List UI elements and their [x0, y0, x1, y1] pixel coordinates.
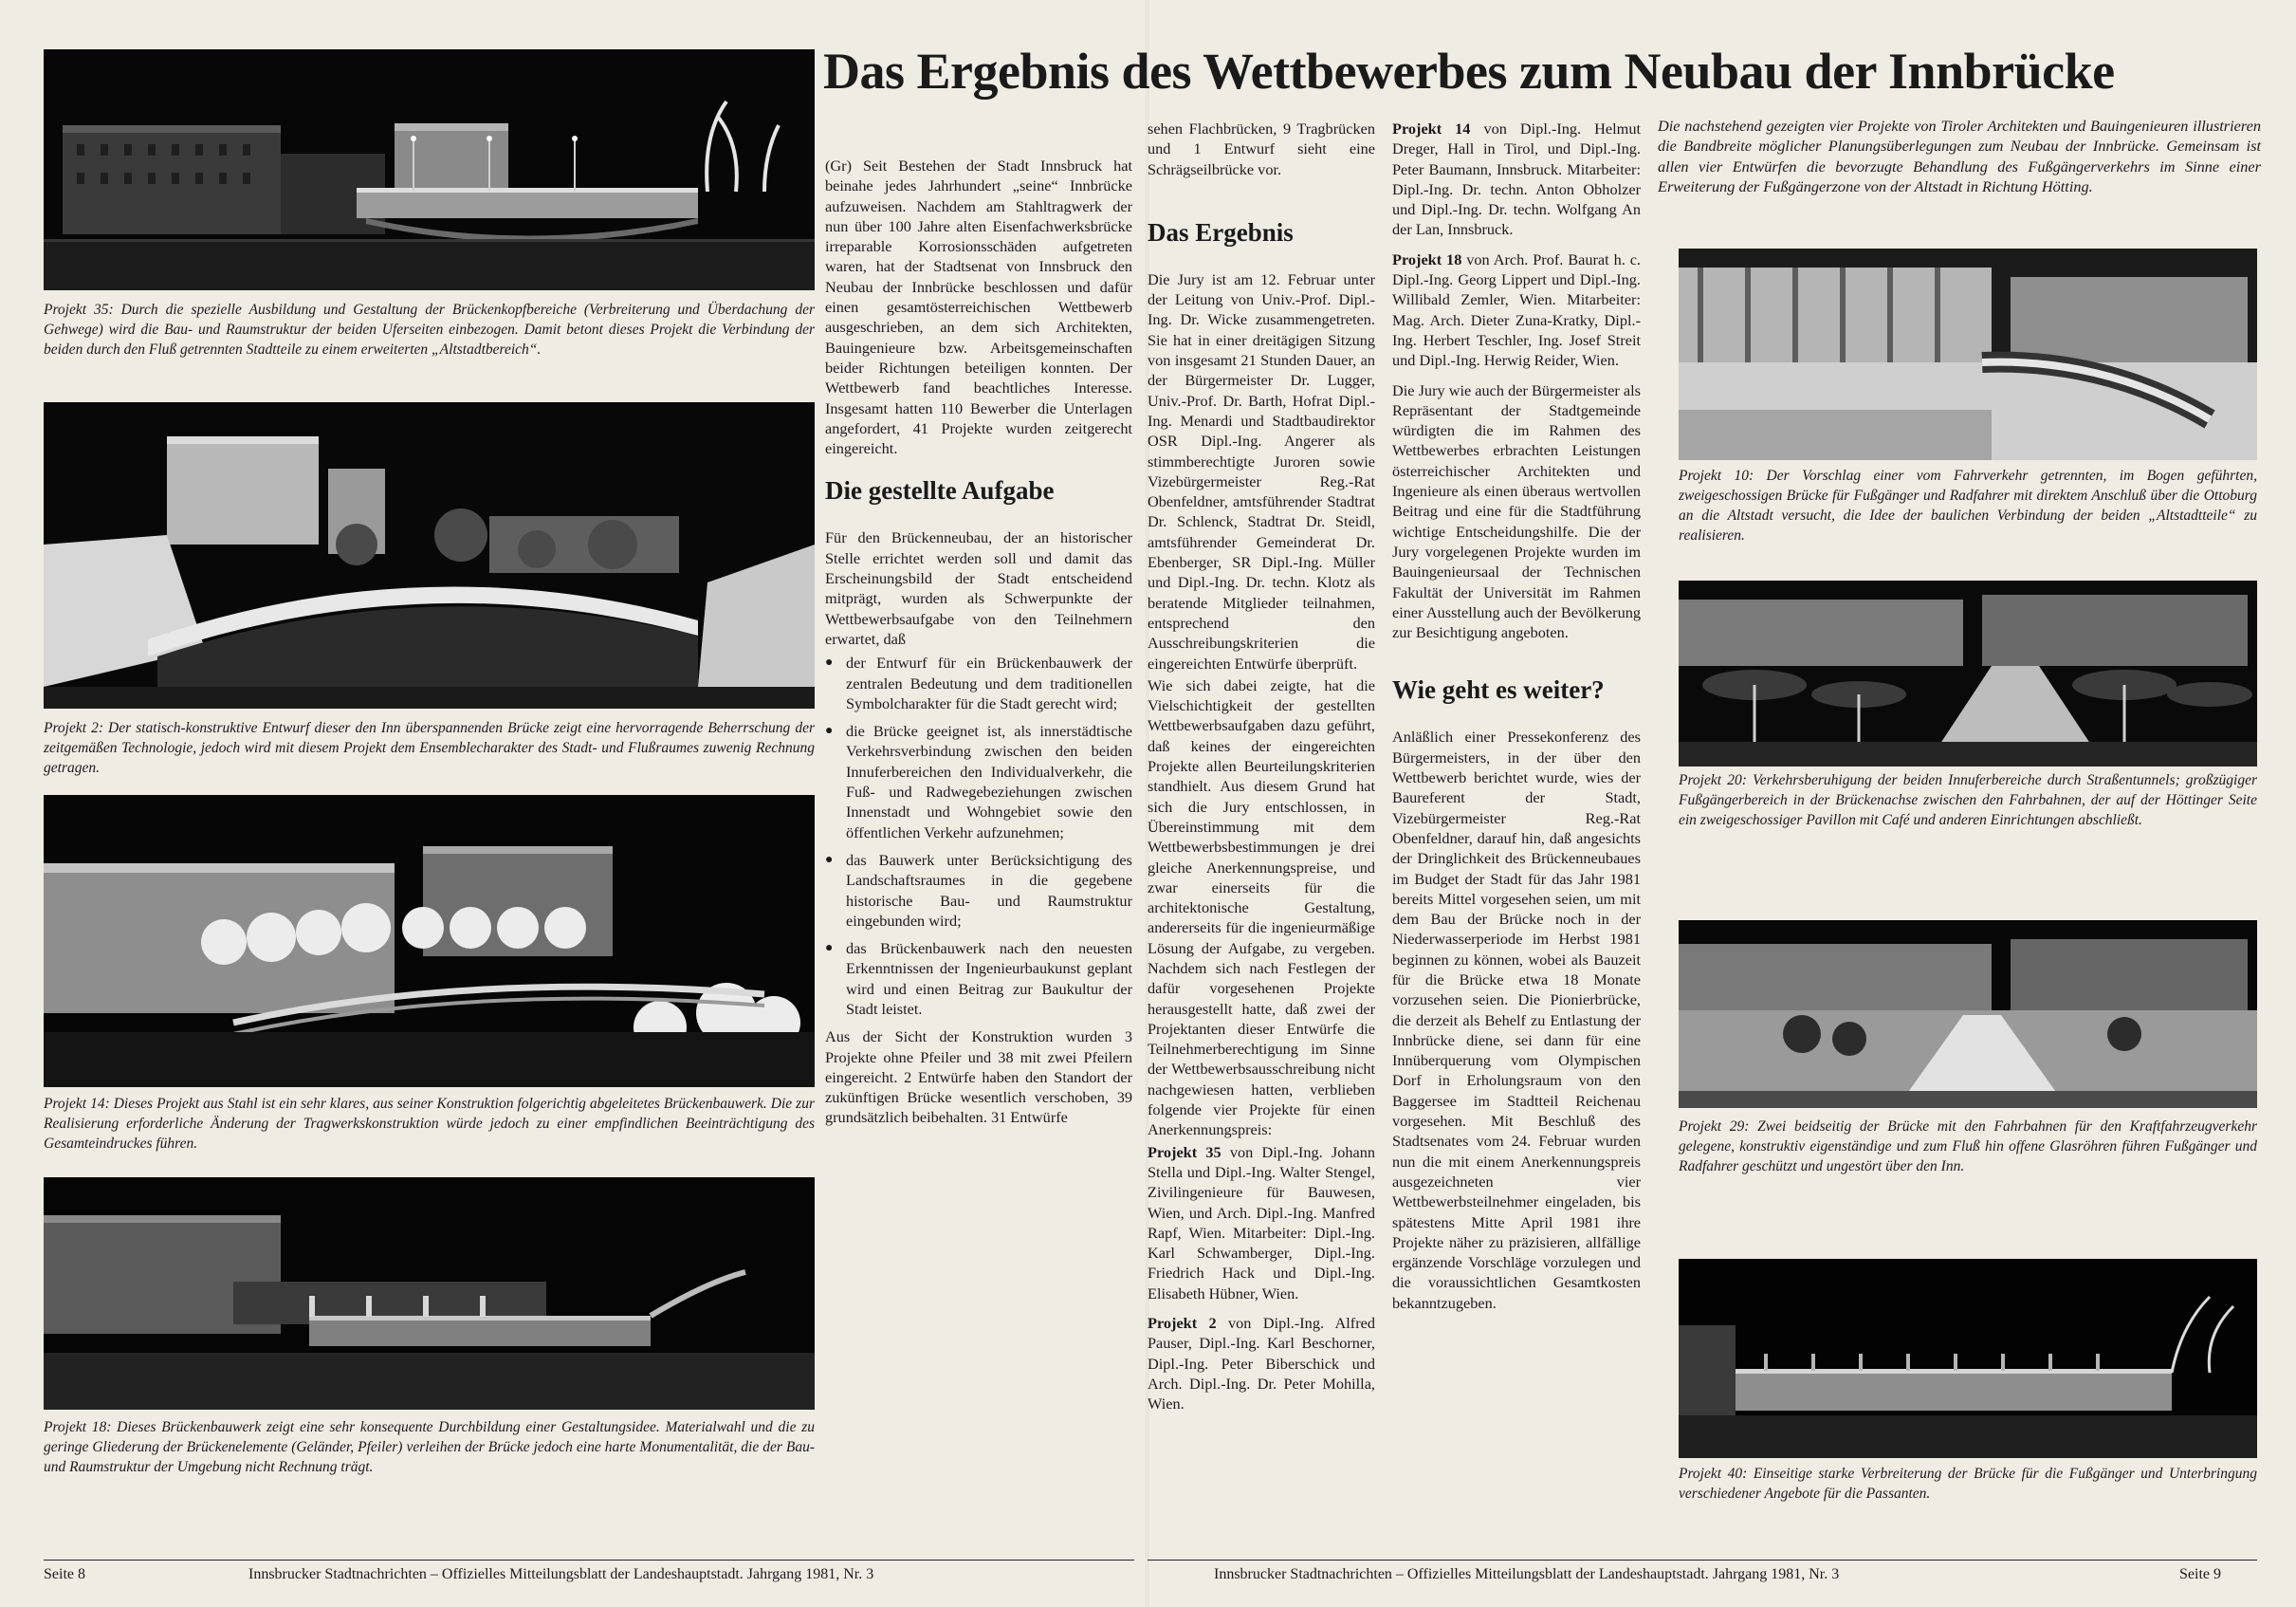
masthead-footer-left: Innsbrucker Stadtnachrichten – Offizielles Mitteilungsblatt der Landeshauptstadt. Jahrgang 1981, Nr. 3 [248, 1566, 874, 1582]
award-label: Projekt 18 [1392, 249, 1462, 268]
award-text: von Dipl.-Ing. Alfred Pauser, Dipl.-Ing. Karl Beschorner, Dipl.-Ing. Peter Biberschick und Arch. Dipl.-Ing. Dr. Peter Mohilla, Wien. [1148, 1314, 1375, 1413]
list-item: ● die Brücke geeignet ist, als innerstädtische Verkehrsverbindung zwischen den beiden Innuferbereichen den Individualverkehr, die Fuß- und Radwegebeziehungen zwischen Innenstadt und Wohngebiet sowie den öffentlichen Verkehr aufzunehmen; [825, 721, 1132, 842]
award-projekt-18 [1392, 249, 1641, 371]
right-intro: Die nachstehend gezeigten vier Projekte von Tiroler Architekten und Bauingenieuren illustrieren die Bandbreite möglicher Planungsüberlegungen zum Neubau der Innbrücke. Gemeinsam ist allen vier Entwürfen die bevorzugte Behandlung des Fußgängerverkehrs im Sinne einer Erweiterung der Fußgängerzone von der Altstadt in Richtung Hötting. [1658, 117, 2261, 195]
award-text: von Dipl.-Ing. Helmut Dreger, Hall in Tirol, und Dipl.-Ing. Peter Baumann, Innsbruck. Mitarbeiter: Dipl.-Ing. Dr. techn. Anton Obholzer und Dipl.-Ing. Dr. techn. Wolfgang An der Lan, Innsbruck. [1392, 120, 1641, 239]
result-paragraph: Wie sich dabei zeigte, hat die Vielschichtigkeit der gestellten Wettbewerbsaufgaben dazu geführt, daß keines der eingereichten Projekte allen Beurteilungskriterien standhielt. Aus diesem Grund hat sich die Jury entschlossen, in Übereinstimmung mit dem Wettbewerbsbestimmungen je drei gleiche Anerkennungspreise, und zwar einerseits für die architektonische Gestaltung, andererseits für die ingenieurmäßige Lösung der Aufgabe, zu vergeben. Nachdem sich nach Festlegen der dafür vorgesehenen Projekte herausgestellt hatte, daß zwei der Projektanten dieser Entwürfe die Teilnehmerberechtigung im Sinne der Wettbewerbsausschreibung nicht nachgewiesen hatten, verblieben folgende vier Projekte für einen Anerkennungspreis: [1148, 675, 1375, 1139]
list-item: ● der Entwurf für ein Brückenbauwerk der zentralen Bedeutung und dem traditionellen Symbolcharakter für die Stadt gerecht wird; [825, 653, 1132, 713]
caption-projekt-40: Projekt 40: Einseitige starke Verbreiterung der Brücke für die Fußgänger und Unterbringung verschiedener Angebote für die Passanten. [1679, 1466, 2257, 1502]
caption-projekt-10: Projekt 10: Der Vorschlag einer vom Fahrverkehr getrennten, im Bogen geführten, zweigeschossigen Brücke für Fußgänger und Radfahrer mit direktem Anschluß über die Ottoburg an die Altstadt versucht, die Idee der baulichen Verbindung der beiden „Altstadtteile“ zu realisieren. [1679, 468, 2257, 544]
article-column-2 [1148, 119, 1375, 1424]
award-projekt-35 [1148, 1142, 1375, 1303]
award-label: Projekt 2 [1148, 1314, 1217, 1333]
list-item: ● das Brückenbauwerk nach den neuesten Erkenntnissen der Ingenieurbaukunst geplant wird und einen Beitrag zur Baukultur der Stadt leistet. [825, 938, 1132, 1019]
jury-appreciation-paragraph: Die Jury wie auch der Bürgermeister als Repräsentant der Stadtgemeinde würdigten die im Rahmen des Wettbewerbes erbrachten Leistungen österreichischer Architekten und Ingenieure als einen überaus wertvollen Beitrag und eine für die Stadtführung wichtige Entscheidungshilfe. Die der Jury vorgelegenen Projekte wurden im Bauingenieursaal der Technischen Fakultät der Universität im Rahmen einer Ausstellung auch der Bevölkerung zur Besichtigung angeboten. [1392, 380, 1641, 642]
footer-rule-right [1148, 1560, 2257, 1561]
construction-paragraph: Aus der Sicht der Konstruktion wurden 3 Projekte ohne Pfeiler und 38 mit zwei Pfeilern eingereicht. 2 Entwürfe haben den Standort der zukünftigen Brücke wesentlich verschoben, 39 grundsätzlich beibehalten. 31 Entwürfe [825, 1027, 1132, 1127]
bridge-types-paragraph: sehen Flachbrücken, 9 Tragbrücken und 1 Entwurf sieht eine Schrägseilbrücke vor. [1148, 120, 1375, 178]
right-page [1148, 0, 2296, 1607]
heading-das-ergebnis: Das Ergebnis [1148, 217, 1294, 247]
photo-projekt-35 [44, 49, 815, 290]
next-steps-paragraph: Anläßlich einer Pressekonferenz des Bürgermeisters, in der über den Wettbewerb berichtet wurde, wies der Baureferent der Stadt, Vizebürgermeister Reg.-Rat Obenfeldner, darauf hin, daß angesichts der Dringlichkeit des Brückenneubaues im Budget der Stadt für das Jahr 1981 bereits Mittel vorgesehen seien, um mit dem Bau der Brücke noch in der Niederwasserperiode im Herbst 1981 beginnen zu können, wobei als Bauzeit für die Brücke etwa 18 Monate vorzusehen seien. Die Pionierbrücke, die derzeit als Behelf zu Entlastung der Innbrücke diene, sei dann für eine Innüberquerung vom Olympischen Dorf in Erholungsraum von den Baggersee im Stadtteil Reichenau vorgesehen. Mit Beschluß des Stadtsenates vom 24. Februar wurden nun die mit einem Anerkennungspreis ausgezeichneten vier Wettbewerbsteilnehmer eingeladen, bis spätestens Mitte April 1981 ihre Projekte näher zu präzisieren, allfällige ergänzende Vorschläge vorzulegen und die voraussichtlichen Gesamtkosten bekanntzugeben. [1392, 728, 1641, 1312]
photo-projekt-20 [1679, 581, 2257, 767]
award-label: Projekt 35 [1148, 1142, 1221, 1161]
award-projekt-2 [1148, 1313, 1375, 1413]
caption-projekt-20: Projekt 20: Verkehrsberuhigung der beiden Innuferbereiche durch Straßentunnels; großzügiger Fußgängerbereich in der Brückenachse zwischen den Fahrbahnen, der auf der Höttinger Seite ein zweigeschossiger Pavillon mit Café und anderen Einrichtungen abschließt. [1679, 772, 2257, 828]
photo-projekt-29 [1679, 920, 2257, 1108]
intro-paragraph: (Gr) Seit Bestehen der Stadt Innsbruck hat beinahe jedes Jahrhundert „seine“ Innbrücke aufzuweisen. Nachdem am Stahltragwerk der nun über 100 Jahre alten Eisenfachwerksbrücke irreparable Korrosionsschäden aufgetreten waren, hat der Stadtsenat von Innsbruck den Neubau der Innbrücke beschlossen und dafür einen gesamtösterreichischen Wettbewerb ausgeschrieben, an dem sich Architekten, Bauingenieure bzw. Arbeitsgemeinschaften beider Richtungen beteiligen konnten. Der Wettbewerb fand beachtliches Interesse. Insgesamt hatten 110 Bewerber die Unterlagen angefordert, 41 Projekte wurden zeitgerecht eingereicht. [825, 157, 1132, 458]
list-item: ● das Bauwerk unter Berücksichtigung des Landschaftsraumes in die gegebene historische Bau- und Raumstruktur eingebunden wird; [825, 850, 1132, 931]
criteria-list [825, 653, 1132, 1019]
award-text: von Dipl.-Ing. Johann Stella und Dipl.-Ing. Walter Stengel, Zivilingenieure für Bauwesen, Wien, und Arch. Dipl.-Ing. Manfred Rapf, Wien. Mitarbeiter: Dipl.-Ing. Karl Schwamberger, Dipl.-Ing. Friedrich Hack und Dipl.-Ing. Elisabeth Hübner, Wien. [1148, 1142, 1376, 1302]
photo-projekt-40 [1679, 1259, 2257, 1458]
masthead-footer-right: Innsbrucker Stadtnachrichten – Offizielles Mitteilungsblatt der Landeshauptstadt. Jahrgang 1981, Nr. 3 [1214, 1566, 1840, 1582]
caption-projekt-14: Projekt 14: Dieses Projekt aus Stahl ist ein sehr klares, aus seiner Konstruktion folgerichtig abgeleitetes Brückenbauwerk. Die zur Realisierung erforderliche Änderung der Tragwerkskonstruktion würde jedoch zu einer empfindlichen Beeinträchtigung des Gesamteindruckes führen. [44, 1096, 815, 1152]
heading-gestellte-aufgabe: Die gestellte Aufgabe [825, 476, 1055, 506]
award-text: von Arch. Prof. Baurat h. c. Dipl.-Ing. Georg Lippert und Dipl.-Ing. Willibald Zemler, Wien. Mitarbeiter: Mag. Arch. Dieter Zuna-Kratky, Dipl.-Ing. Herbert Teschler, Ing. Josef Streit und Dipl.-Ing. Herwig Reider, Wien. [1392, 249, 1641, 370]
caption-projekt-35: Projekt 35: Durch die spezielle Ausbildung und Gestaltung der Brückenkopfbereiche (Verbreiterung und Überdachung der Gehwege) wird die Bau- und Raumstruktur der beiden Uferseiten einbezogen. Damit betont dieses Projekt die Verbindung der beiden durch den Fluß getrennten Stadtteile zu einem erweiterten „Altstadtbereich“. [44, 302, 815, 358]
page-number-9: Seite 9 [2179, 1566, 2221, 1582]
photo-projekt-14 [44, 795, 815, 1087]
task-paragraph: Für den Brückenneubau, der an historischer Stelle errichtet werden soll und damit das Erscheinungsbild der Stadt entscheidend mitprägt, wurden als Schwerpunkte der Wettbewerbsaufgabe von den Teilnehmern erwartet, daß [825, 528, 1132, 648]
footer-rule-left [44, 1560, 1134, 1561]
photo-projekt-18 [44, 1177, 815, 1410]
page-number-8: Seite 8 [44, 1566, 85, 1582]
page-title: Das Ergebnis des Wettbewerbes zum Neubau der Innbrücke [823, 43, 2115, 100]
heading-wie-geht-es-weiter: Wie geht es weiter? [1392, 675, 1605, 705]
photo-projekt-2 [44, 402, 815, 709]
jury-paragraph: Die Jury ist am 12. Februar unter der Leitung von Univ.-Prof. Dipl.-Ing. Dr. Wicke zusammengetreten. Sie hat in einer dreitägigen Sitzung von insgesamt 21 Stunden Dauer, an der Bürgermeister Dr. Lugger, Univ.-Prof. Dr. Barth, Hofrat Dipl.-Ing. Menardi und Stadtbaudirektor OSR Dipl.-Ing. Angerer als stimmberechtigte Juroren sowie Vizebürgermeister Reg.-Rat Obenfeldner, amtsführender Stadtrat Dr. Schlenck, Stadtrat Dr. Steidl, amtsführender Gemeinderat Dr. Ebenberger, SR Dipl.-Ing. Müller und Dipl.-Ing. Dr. techn. Klotz als beratende Mitglieder teilnahmen, entsprechend den Ausschreibungskriterien die eingereichten Entwürfe überprüft. [1148, 269, 1375, 673]
article-column-3 [1392, 119, 1641, 1313]
award-projekt-14 [1392, 119, 1641, 240]
article-column-1 [825, 156, 1132, 1128]
caption-projekt-2: Projekt 2: Der statisch-konstruktive Entwurf dieser den Inn überspannenden Brücke zeigt eine hervorragende Beherrschung der zeitgemäßen Technologie, jedoch wird mit diesem Projekt dem Ensemblecharakter des Stadt- und Flußraumes zuwenig Rechnung getragen. [44, 720, 815, 776]
photo-projekt-10 [1679, 249, 2257, 460]
caption-projekt-18: Projekt 18: Dieses Brückenbauwerk zeigt eine sehr konsequente Durchbildung einer Gestaltungsidee. Materialwahl und die zu geringe Gliederung der Brückenelemente (Geländer, Pfeiler) verleihen der Brücke jedoch eine harte Monumentalität, die der Bau- und Raumstruktur der Umgebung nicht Rechnung trägt. [44, 1419, 815, 1475]
award-label: Projekt 14 [1392, 120, 1471, 138]
caption-projekt-29: Projekt 29: Zwei beidseitig der Brücke mit den Fahrbahnen für den Kraftfahrzeugverkehr gelegene, konstruktiv eigenständige und zum Fluß hin offene Glasröhren führen Fußgänger und Radfahrer geschützt und ungestört über den Inn. [1679, 1118, 2257, 1174]
